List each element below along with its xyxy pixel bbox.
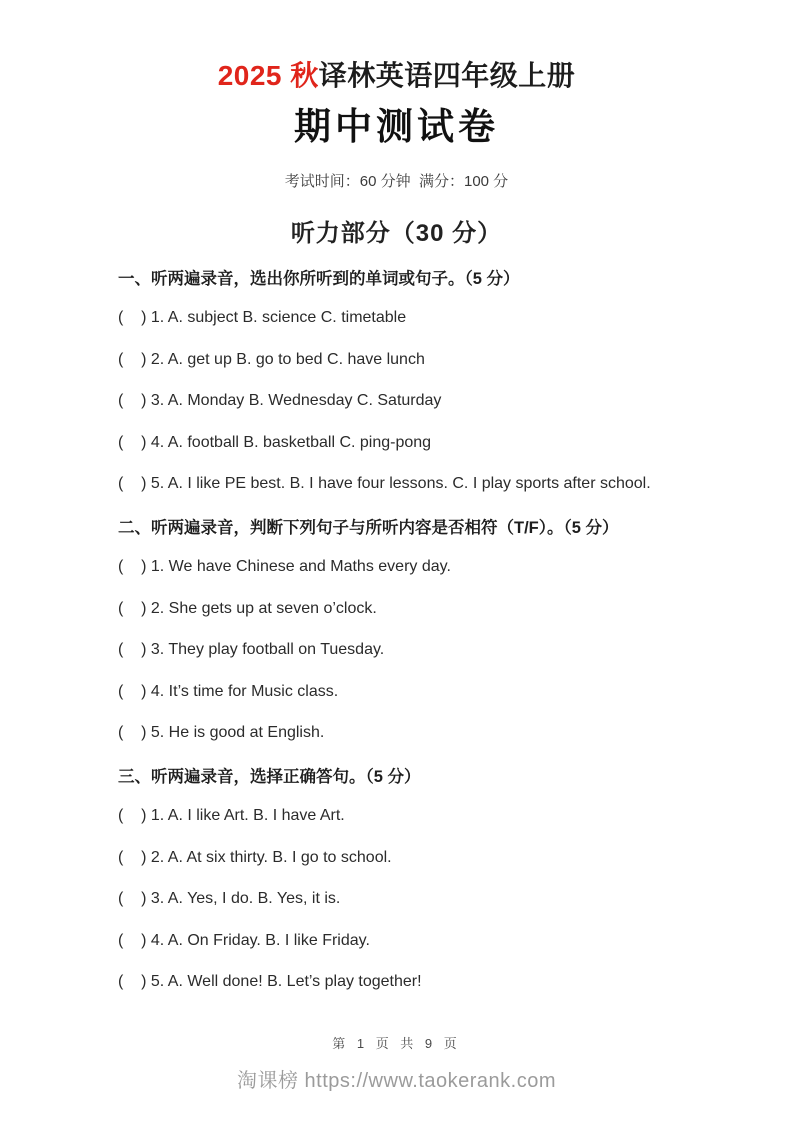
question-item: ( ) 4. A. football B. basketball C. ping-pong (118, 433, 432, 451)
paper-body (0, 256, 793, 1003)
question-item: ( ) 2. She gets up at seven o’clock. (118, 599, 377, 617)
question-item: ( ) 3. A. Monday B. Wednesday C. Saturday (118, 392, 442, 410)
site-watermark: 淘课榜 https://www.taokerank.com (236, 1070, 557, 1092)
question-item: ( ) 1. A. subject B. science C. timetable (118, 309, 407, 327)
question-item: ( ) 3. A. Yes, I do. B. Yes, it is. (118, 890, 341, 908)
section-heading: 二、听两遍录音，判断下列句子与所听内容是否相符（T/F）。（5 分） (118, 518, 619, 537)
paper-title-book: 译林英语四年级上册 (318, 60, 576, 91)
question-item: ( ) 3. They play football on Tuesday. (118, 641, 385, 659)
section-heading: 一、听两遍录音，选出你所听到的单词或句子。（5 分） (118, 269, 520, 288)
question-item: ( ) 5. A. Well done! B. Let’s play together! (118, 973, 422, 991)
question-item: ( ) 1. A. I like Art. B. I have Art. (118, 807, 345, 825)
question-item: ( ) 5. A. I like PE best. B. I have four lessons. C. I play sports after school. (118, 475, 651, 493)
question-item: ( ) 1. We have Chinese and Maths every day. (118, 558, 451, 576)
section-heading: 三、听两遍录音，选择正确答句。（5 分） (118, 767, 421, 786)
question-item: ( ) 4. It’s time for Music class. (118, 682, 339, 700)
paper-title (0, 0, 793, 94)
question-item: ( ) 2. A. At six thirty. B. I go to school. (118, 848, 392, 866)
section-listening-3 (118, 754, 703, 1003)
paper-header (0, 0, 793, 249)
section-listening-1 (118, 256, 703, 505)
question-item: ( ) 2. A. get up B. go to bed C. have lunch (118, 350, 425, 368)
listening-part-title: 听力部分（30 分） (290, 220, 503, 247)
question-item: ( ) 4. A. On Friday. B. I like Friday. (118, 931, 370, 949)
section-listening-2 (118, 505, 703, 754)
paper-subtitle: 期中测试卷 (294, 107, 499, 148)
page-number: 第 1 页 共 9 页 (332, 1036, 461, 1051)
question-item: ( ) 5. He is good at English. (118, 724, 325, 742)
paper-title-year: 2025 秋 (217, 60, 319, 91)
exam-info-line: 考试时间：60 分钟 满分：100 分 (284, 173, 509, 190)
